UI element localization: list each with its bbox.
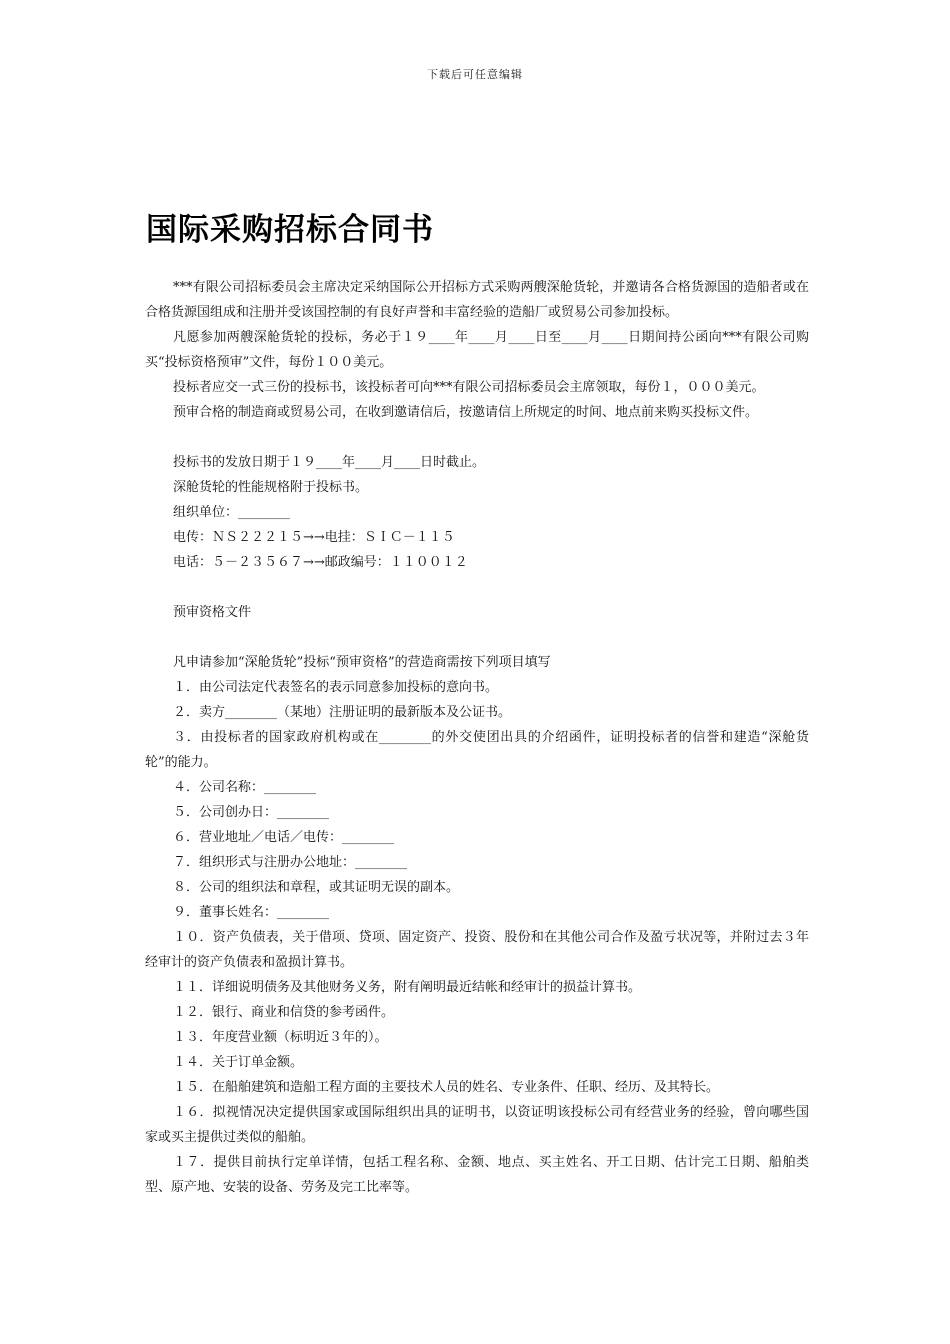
- intro-paragraph: ***有限公司招标委员会主席决定采纳国际公开招标方式采购两艘深舱货轮，并邀请各合格货源国的造船者或在合格货源国组成和注册并受该国控制的有良好声誉和丰富经验的造船厂或贸易公司参加投标。: [145, 280, 809, 320]
- list-item: １．由公司法定代表签名的表示同意参加投标的意向书。: [173, 680, 499, 695]
- list-item: １７．提供目前执行定单详情，包括工程名称、金额、地点、买主姓名、开工日期、估计完工日期、船舶类型、原产地、安装的设备、劳务及完工比率等。: [145, 1155, 809, 1195]
- list-item: ５．公司创办日：________: [173, 805, 330, 820]
- list-item: ４．公司名称：________: [173, 780, 317, 795]
- document-body: [145, 275, 809, 1200]
- intro-paragraph: 凡愿参加两艘深舱货轮的投标，务必于１９____年____月____日至____月____日期间持公函向***有限公司购买“投标资格预审”文件，每份１００美元。: [145, 330, 809, 370]
- list-item: ８．公司的组织法和章程，或其证明无误的副本。: [173, 880, 460, 895]
- spacer: [145, 575, 809, 600]
- list-item: ７．组织形式与注册办公地址：________: [173, 855, 408, 870]
- list-item: １６．拟视情况决定提供国家或国际组织出具的证明书，以资证明该投标公司有经营业务的经验，曾向哪些国家或买主提供过类似的船舶。: [145, 1105, 809, 1145]
- section-intro: 凡申请参加“深舱货轮”投标“预审资格”的营造商需按下列项目填写: [173, 655, 551, 670]
- detail-line: 组织单位：________: [173, 505, 291, 520]
- detail-line: 投标书的发放日期于１９____年____月____日时截止。: [173, 455, 486, 470]
- list-item: １２．银行、商业和信贷的参考函件。: [173, 1005, 395, 1020]
- list-item: １３．年度营业额（标明近３年的）。: [173, 1030, 388, 1045]
- list-item: １５．在船舶建筑和造船工程方面的主要技术人员的姓名、专业条件、任职、经历、及其特长。: [173, 1080, 720, 1095]
- list-item: １４．关于订单金额。: [173, 1055, 304, 1070]
- spacer: [145, 425, 809, 450]
- intro-paragraph: 投标者应交一式三份的投标书，该投标者可向***有限公司招标委员会主席领取，每份１，０００美元。: [173, 380, 765, 395]
- list-item: １０．资产负债表，关于借项、贷项、固定资产、投资、股份和在其他公司合作及盈亏状况等，并附过去３年经审计的资产负债表和盈损计算书。: [145, 930, 809, 970]
- list-item: ６．营业地址／电话／电传：________: [173, 830, 395, 845]
- list-item: ９．董事长姓名：________: [173, 905, 330, 920]
- page-header-note: 下载后可任意编辑: [427, 68, 523, 81]
- list-item: ２．卖方________（某地）注册证明的最新版本及公证书。: [173, 705, 512, 720]
- document-title: 国际采购招标合同书: [146, 212, 434, 248]
- list-item: １１．详细说明债务及其他财务义务，附有阐明最近结帐和经审计的损益计算书。: [173, 980, 642, 995]
- detail-line: 电话：５－２３５６７→→邮政编号：１１００１２: [173, 555, 468, 570]
- section-heading: 预审资格文件: [173, 605, 252, 620]
- list-item: ３．由投标者的国家政府机构或在________的外交使团出具的介绍函件，证明投标者的信誉和建造“深舱货轮”的能力。: [145, 730, 809, 770]
- spacer: [145, 625, 809, 650]
- detail-line: 深舱货轮的性能规格附于投标书。: [173, 480, 369, 495]
- intro-paragraph: 预审合格的制造商或贸易公司，在收到邀请信后，按邀请信上所规定的时间、地点前来购买投标文件。: [173, 405, 759, 420]
- detail-line: 电传：ＮＳ２２２１５→→电挂：ＳＩＣ－１１５: [173, 530, 455, 545]
